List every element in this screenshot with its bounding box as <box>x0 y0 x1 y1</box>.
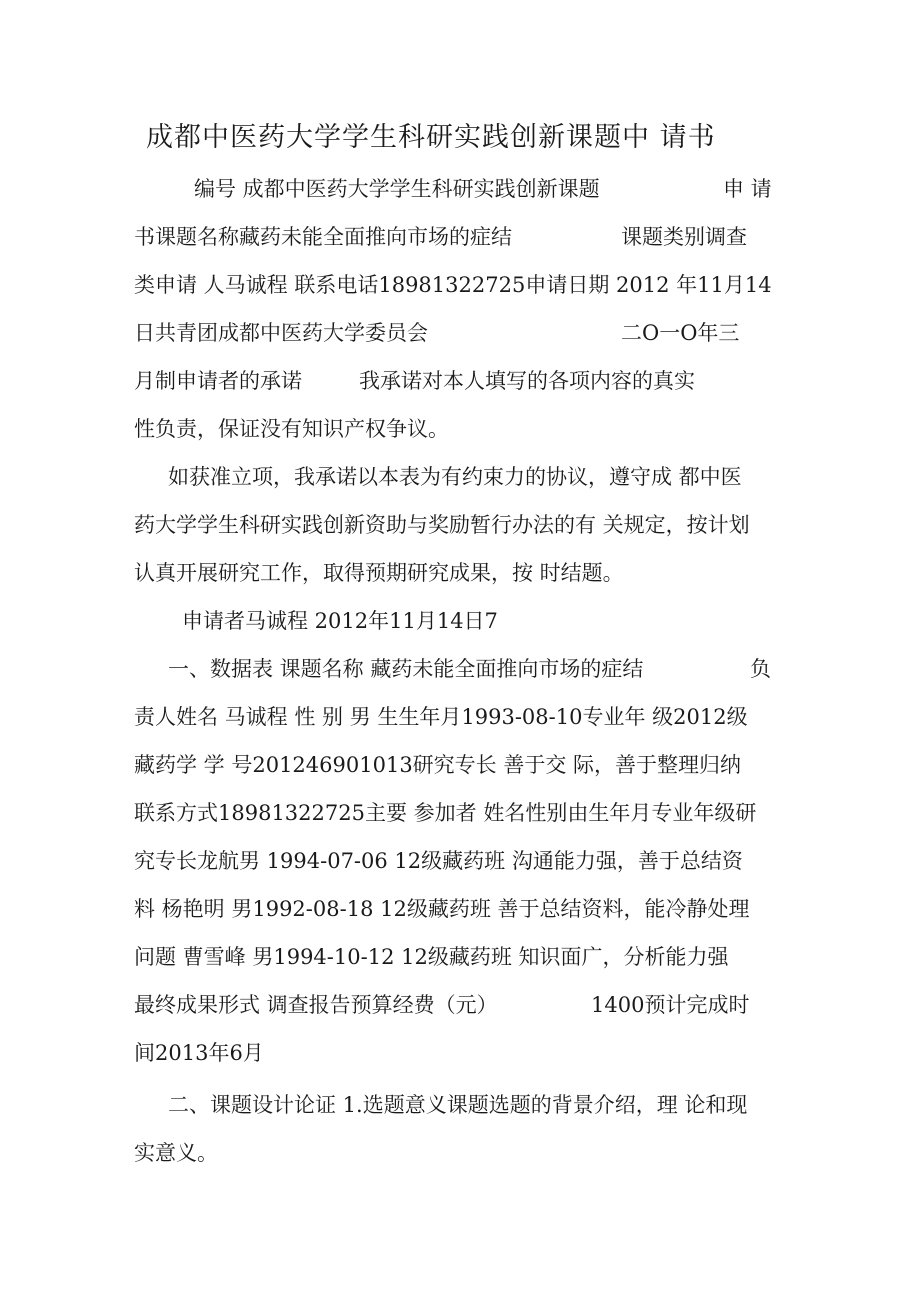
project-name: 书课题名称藏药未能全面推向市场的症结 <box>134 225 512 249</box>
text-line: 藏药学 学 号201246901013研究专长 善于交 际，善于整理归纳 <box>134 753 742 777</box>
text-line: 问题 曹雪峰 男1994-10-12 12级藏药班 知识面广，分析能力强 <box>134 945 729 969</box>
text-line: 性负责，保证没有知识产权争议。 <box>134 417 449 441</box>
document-title: 成都中医药大学学生科研实践创新课题中 请书 <box>146 122 716 153</box>
number-label: 编号 成都中医药大学学生科研实践创新课题 <box>194 177 600 201</box>
text-line: 如获准立项，我承诺以本表为有约束力的协议，遵守成 都中医 <box>168 465 742 489</box>
text-line <box>0 318 920 348</box>
text-line: 联系方式18981322725主要 参加者 姓名性别由生年月专业年级研 <box>134 801 757 825</box>
text-line: 究专长龙航男 1994-07-06 12级藏药班 沟通能力强，善于总结资 <box>134 849 743 873</box>
text-line: 类申请 人马诚程 联系电话18981322725申请日期 2012 年11月14 <box>134 273 772 297</box>
text-line: 间2013年6月 <box>134 1041 264 1065</box>
text-line <box>0 366 920 396</box>
applicant-signature-line: 申请者马诚程 2012年11月14日7 <box>182 609 498 633</box>
result-form: 最终成果形式 调查报告预算经费（元） <box>134 993 498 1017</box>
commitment-heading: 月制申请者的承诺 <box>134 369 302 393</box>
section-two-heading: 二、课题设计论证 1.选题意义课题选题的背景介绍，理 论和现 <box>168 1093 748 1117</box>
project-category: 课题类别调查 <box>621 225 747 249</box>
text-line: 料 杨艳明 男1992-08-18 12级藏药班 善于总结资料，能冷静处理 <box>134 897 750 921</box>
commitment-text: 我承诺对本人填写的各项内容的真实 <box>359 369 695 393</box>
text-line: 认真开展研究工作，取得预期研究成果，按 时结题。 <box>134 561 624 585</box>
text-line: 责人姓名 马诚程 性 别 男 生生年月1993-08-10专业年 级2012级 <box>134 705 748 729</box>
text-line <box>0 990 920 1020</box>
organization: 日共青团成都中医药大学委员会 <box>134 321 428 345</box>
text-line: 药大学学生科研实践创新资助与奖励暂行办法的有 关规定，按计划 <box>134 513 750 537</box>
text-line: 实意义。 <box>134 1141 218 1165</box>
text-line <box>0 222 920 252</box>
issue-date: 二O一O年三 <box>621 321 740 345</box>
text-line <box>0 654 920 684</box>
data-table-heading: 一、数据表 课题名称 藏药未能全面推向市场的症结 <box>168 657 644 681</box>
responsible-label: 负 <box>750 657 771 681</box>
text-line <box>0 174 920 204</box>
budget-and-time: 1400预计完成时 <box>591 993 750 1017</box>
application-label: 申 请 <box>723 177 772 201</box>
